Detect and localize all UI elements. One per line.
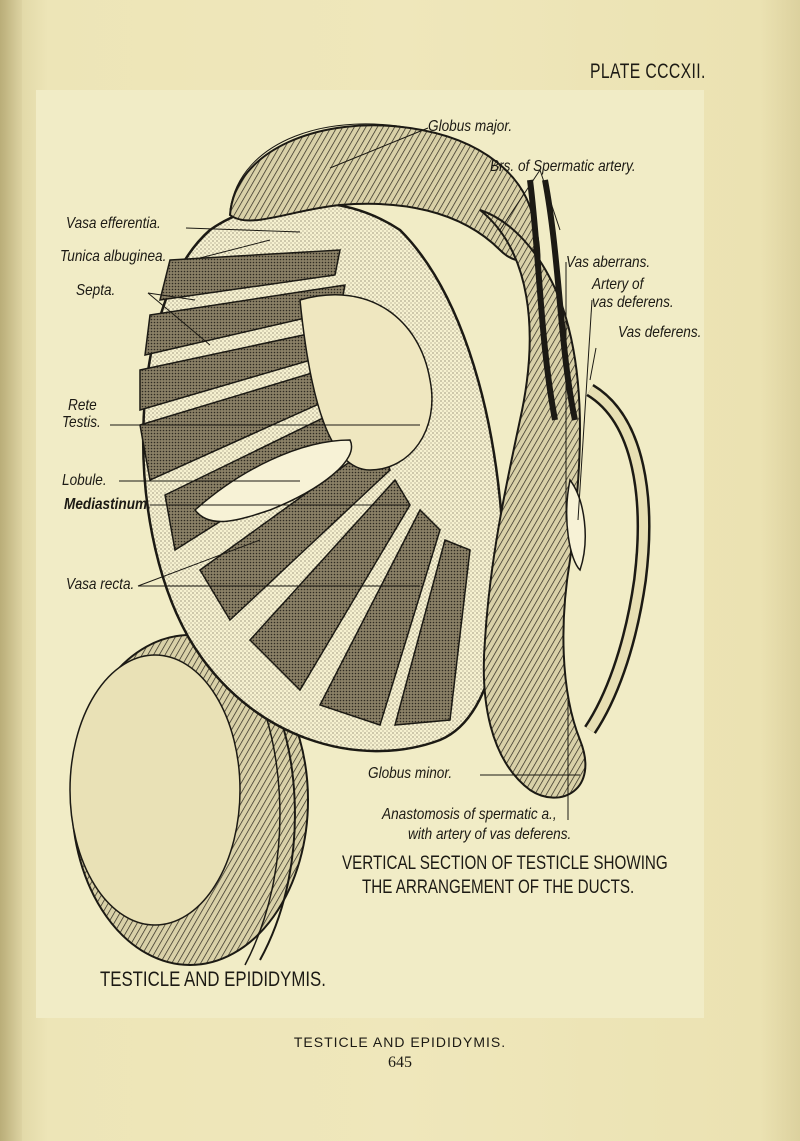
label-artery-of: Artery of — [592, 276, 644, 293]
plate-title: PLATE CCCXII. — [590, 60, 706, 83]
label-vas-deferens: Vas deferens. — [618, 324, 702, 341]
label-anastomosis-line2: with artery of vas deferens. — [408, 826, 572, 843]
figure-caption: TESTICLE AND EPIDIDYMIS. — [100, 968, 326, 991]
label-globus-minor: Globus minor. — [368, 765, 453, 782]
label-vasa-recta: Vasa recta. — [66, 576, 135, 593]
section-caption-line1: VERTICAL SECTION OF TESTICLE SHOWING — [342, 853, 668, 874]
label-globus-major: Globus major. — [428, 118, 513, 135]
page-number: 645 — [388, 1054, 412, 1071]
label-lobule: Lobule. — [62, 472, 107, 489]
label-septa: Septa. — [76, 282, 116, 299]
label-testis: Testis. — [62, 414, 101, 431]
label-tunica-albuginea: Tunica albuginea. — [60, 248, 167, 265]
running-title: TESTICLE AND EPIDIDYMIS. — [293, 1034, 507, 1050]
label-vasa-efferentia: Vasa efferentia. — [66, 215, 161, 232]
label-branches-spermatic-artery: Brs. of Spermatic artery. — [490, 158, 636, 175]
label-vas-deferens-artery: vas deferens. — [592, 294, 674, 311]
label-anastomosis-line1: Anastomosis of spermatic a., — [382, 806, 557, 823]
section-caption-line2: THE ARRANGEMENT OF THE DUCTS. — [362, 877, 635, 898]
label-rete: Rete — [68, 397, 97, 414]
label-mediastinum: Mediastinum. — [64, 496, 151, 513]
label-vas-aberrans: Vas aberrans. — [566, 254, 651, 271]
